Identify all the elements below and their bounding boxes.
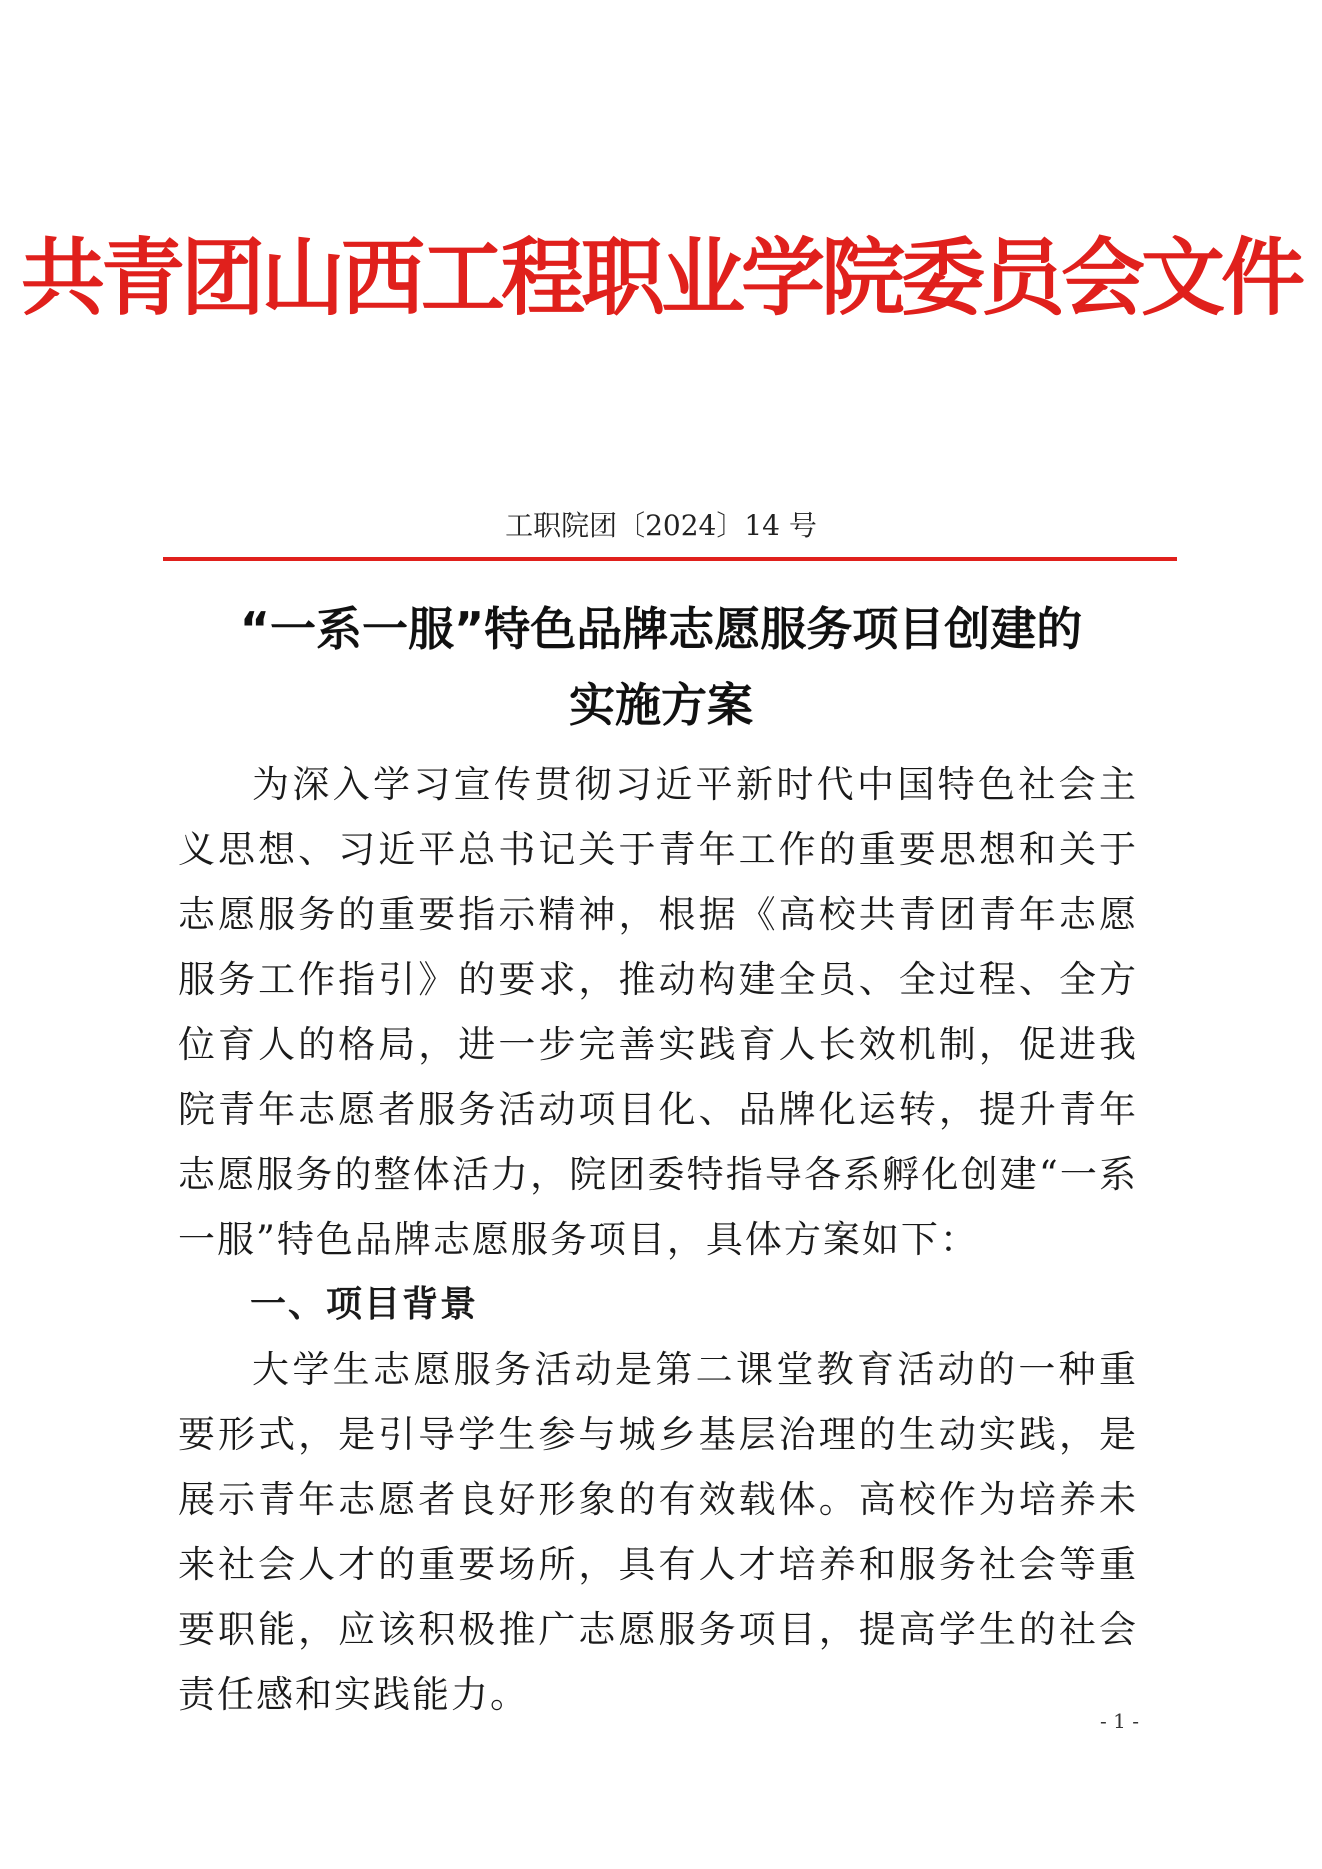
document-title-line-2: 实施方案 [569, 678, 753, 732]
page-number: - 1 - [1100, 1709, 1139, 1733]
document-number: 工职院团〔2024〕14 号 [505, 509, 817, 542]
section-background-paragraph: 大学生志愿服务活动是第二课堂教育活动的一种重要形式，是引导学生参与城乡基层治理的生动实践，是展示青年志愿者良好形象的有效载体。高校作为培养未来社会人才的重要场所，具有人才培养和服务社会等重要职能，应该积极推广志愿服务项目，提高学生的社会责任感和实践能力。 [178, 1348, 1138, 1716]
document-title-line-1: “一系一服”特色品牌志愿服务项目创建的 [239, 602, 1083, 656]
document-body [178, 752, 1138, 1727]
red-divider-line [163, 557, 1177, 561]
document-masthead: 共青团山西工程职业学院委员会文件 [20, 229, 1301, 327]
section-heading-background: 一、项目背景 [250, 1284, 479, 1325]
intro-paragraph: 为深入学习宣传贯彻习近平新时代中国特色社会主义思想、习近平总书记关于青年工作的重要思想和关于志愿服务的重要指示精神，根据《高校共青团青年志愿服务工作指引》的要求，推动构建全员、全过程、全方位育人的格局，进一步完善实践育人长效机制，促进我院青年志愿者服务活动项目化、品牌化运转，提升青年志愿服务的整体活力，院团委特指导各系孵化创建“一系一服”特色品牌志愿服务项目，具体方案如下： [178, 763, 1138, 1261]
